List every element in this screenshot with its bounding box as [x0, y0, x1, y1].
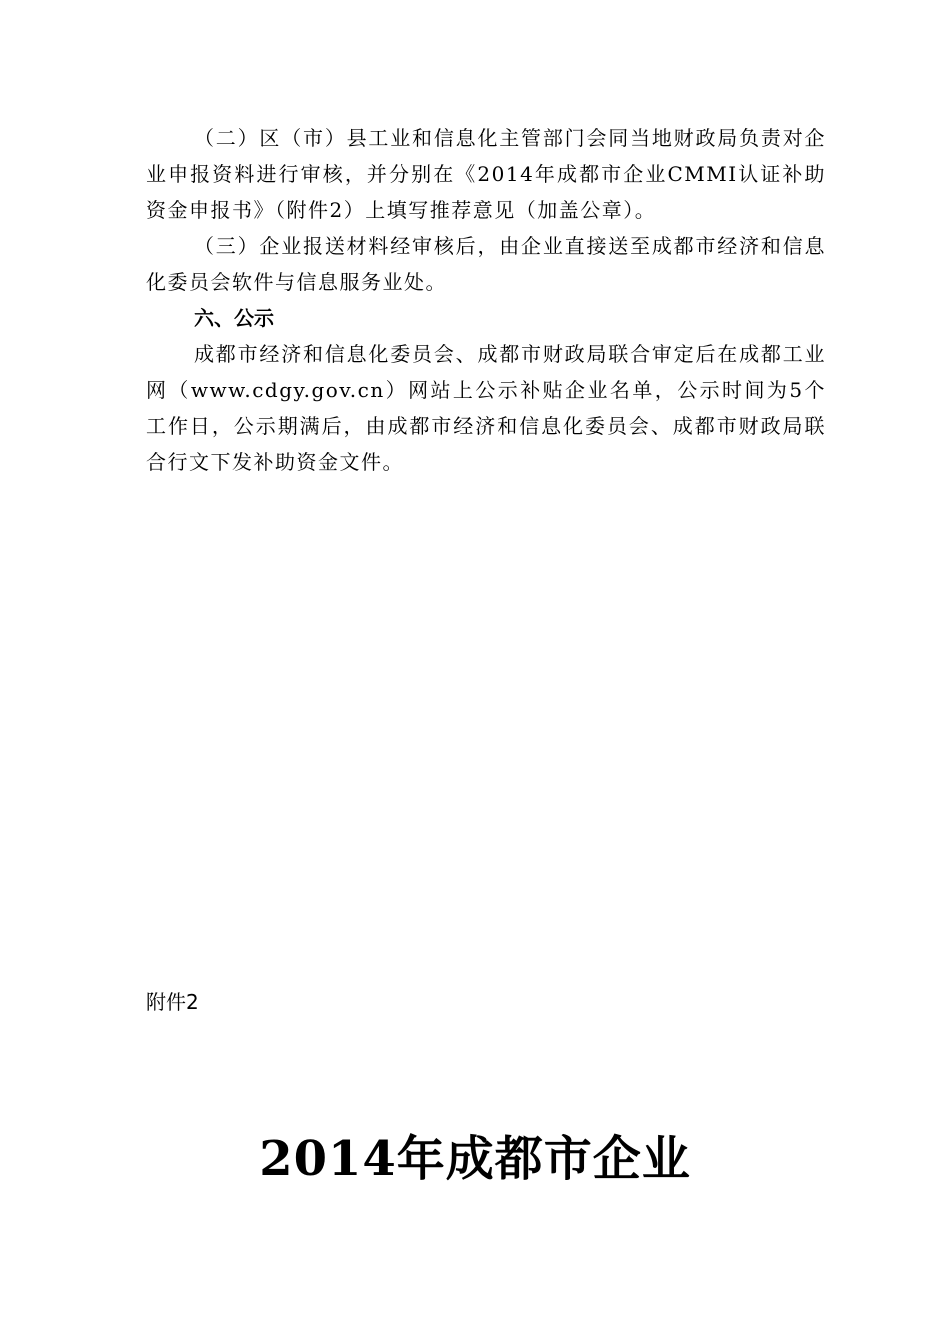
- paragraph-publicity: 成都市经济和信息化委员会、成都市财政局联合审定后在成都工业网（www.cdgy.gov.cn）网站上公示补贴企业名单，公示时间为5个工作日，公示期满后，由成都市经济和信息化委员会、成都市财政局联合行文下发补助资金文件。: [146, 342, 826, 474]
- document-body: [146, 120, 826, 480]
- paragraph-submission: （三）企业报送材料经审核后，由企业直接送至成都市经济和信息化委员会软件与信息服务业处。: [146, 234, 826, 294]
- paragraph-review: （二）区（市）县工业和信息化主管部门会同当地财政局负责对企业申报资料进行审核，并分别在《2014年成都市企业CMMI认证补助资金申报书》（附件2）上填写推荐意见（加盖公章）。: [146, 126, 826, 222]
- attachment-label: 附件2: [146, 990, 199, 1014]
- section-heading-publicity: 六、公示: [194, 306, 274, 330]
- attachment-cover-title: 2014年成都市企业: [259, 1131, 691, 1187]
